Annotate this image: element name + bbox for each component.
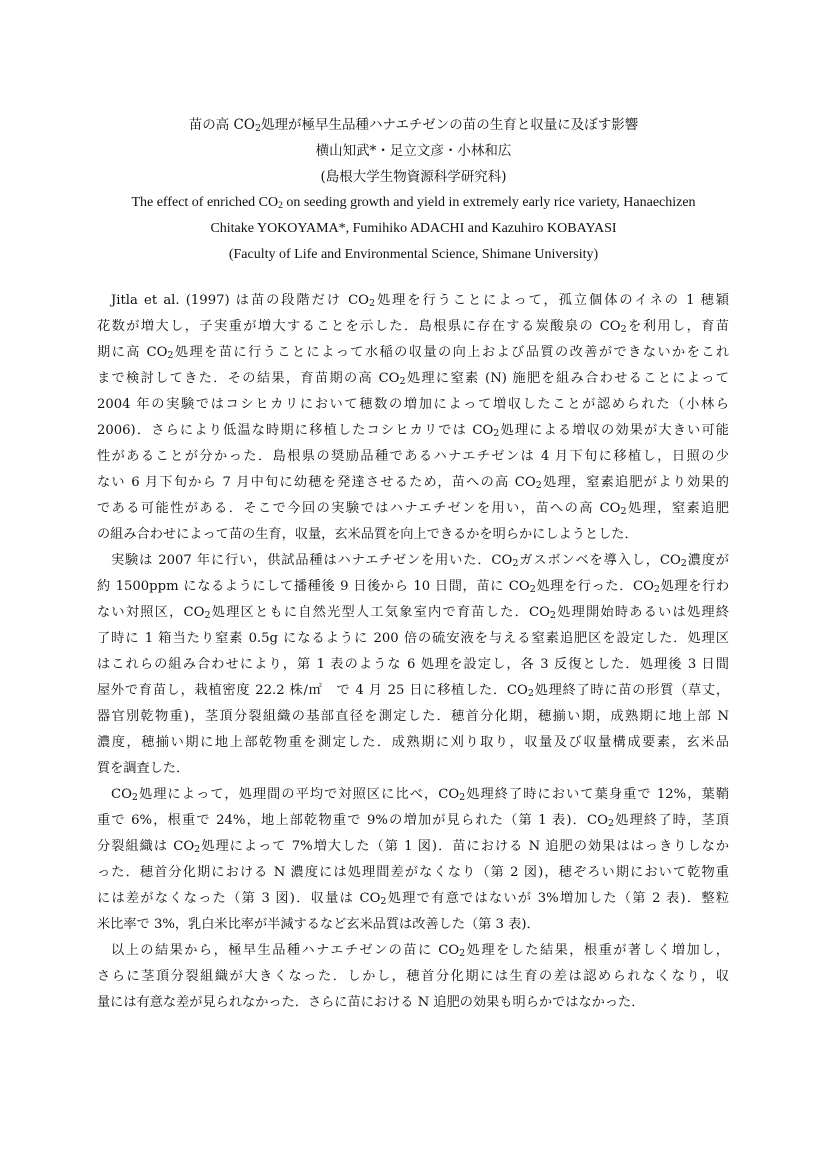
body-line: 2004 年の実験ではコシヒカリにおいて穂数の増加によって増収したことが認められた（小林ら [97,397,729,412]
subscript: 2 [653,584,660,595]
subscript: 2 [620,324,627,335]
body-line: の組み合わせによって苗の生育，収量，玄米品質を向上できるかを明らかにしようとした． [97,527,638,542]
body-line: である可能性がある．そこで今回の実験ではハナエチゼンを用い，苗への高 $CO_2$処理，窒素追肥 [97,501,729,517]
body-line: 米比率で 3%，乳白米比率が半減するなど玄米品質は改善した（第 3 表)． [97,917,540,932]
subscript: 2 [459,948,466,959]
body-line: には差がなくなった（第 3 図)．収量は $CO_2$処理で有意ではないが 3%増加した（第 2 表)．整粒 [97,891,730,907]
authors-en: Chitake YOKOYAMA*, Fumihiko ADACHI and Kazuhiro KOBAYASI [210,221,617,236]
body-line: 質を調査した． [97,761,190,776]
body-line: 濃度，穂揃い期に地上部乾物重を測定した．成熟期に刈り取り，収量及び収量構成要素，玄米品 [97,735,729,750]
body-line: 屋外で育苗し，栽植密度 22.2 株/㎡ で 4 月 25 日に移植した．$CO_2$処理終了時に苗の形質（草丈， [97,683,730,699]
body-line: 器官別乾物重)，茎頂分裂組織の基部直径を測定した．穂首分化期，穂揃い期，成熟期に地上部 N [97,709,729,724]
body-line: 花数が増大し，子実重が増大することを示した．島根県に存在する炭酸泉の $CO_2$を利用し，育苗 [97,319,729,335]
subscript: 2 [204,610,211,621]
body-line: 量には有意な差が見られなかった．さらに苗における N 追肥の効果も明らかではなかった． [97,995,645,1010]
subscript: 2 [278,201,283,211]
body-line: ない対照区，$CO_2$処理区ともに自然光型人工気象室内で育苗した．$CO_2$処理開始時あるいは処理終 [97,605,730,621]
body-line: 性があることが分かった．島根県の奨励品種であるハナエチゼンは 4 月下旬に移植し，日照の少 [97,449,729,464]
authors-ja: 横山知武*・足立文彦・小林和広 [315,143,512,159]
body-line: ない 6 月下旬から 7 月中旬に幼穂を発達させるため，苗への高 $CO_2$処理，窒素追肥がより効果的 [97,475,729,491]
body-line: 実験は 2007 年に行い，供試品種はハナエチゼンを用いた．$CO_2$ガスボンベを導入し，$CO_2$濃度が [111,553,729,569]
body-line: Jitla et al. (1997) は苗の段階だけ $CO_2$処理を行うことによって，孤立個体のイネの 1 穂穎 [111,293,729,309]
subscript: 2 [527,688,534,699]
body-line: 分裂組織は $CO_2$処理によって 7%増大した（第 1 図)．苗における N 追肥の効果ははっきりしなか [97,839,730,855]
body-line: 約 1500ppm になるようにして播種後 9 日後から 10 日間，苗に $CO_2$処理を行った．$CO_2$処理を行わ [97,579,730,595]
affiliation-en: (Faculty of Life and Environmental Science, Shimane University) [228,247,599,262]
subscript: 2 [535,480,542,491]
subscript: 2 [549,610,556,621]
subscript: 2 [607,818,614,829]
subscript: 2 [529,584,536,595]
subscript: 2 [512,558,519,569]
subscript: 2 [167,350,174,361]
body-line: はこれらの組み合わせにより，第 1 表のような 6 処理を設定し，各 3 反復とした．処理後 3 日間 [97,657,729,672]
body-line: 期に高 $CO_2$処理を苗に行うことによって水稲の収量の向上および品質の改善ができないかをこれ [97,345,730,361]
subscript: 2 [369,298,376,309]
subscript: 2 [254,123,262,134]
subscript: 2 [380,896,387,907]
paper-body [97,288,729,1016]
subscript: 2 [680,558,687,569]
body-line: 以上の結果から，極早生品種ハナエチゼンの苗に $CO_2$処理をした結果，根重が著しく増加し， [111,943,729,959]
body-line: $CO_2$処理によって，処理間の平均で対照区に比べ，$CO_2$処理終了時において葉身重で 12%，葉鞘 [111,787,729,803]
body-line: まで検討してきた．その結果，育苗期の高 $CO_2$処理に窒素 (N) 施肥を組み合わせることによって [97,371,729,387]
body-line: 重で 6%，根重で 24%，地上部乾物重で 9%の増加が見られた（第 1 表)．$CO_2$処理終了時，茎頂 [97,813,729,829]
title-ja: 苗の高 $CO_2$処理が極早生品種ハナエチゼンの苗の生育と収量に及ぼす影響 [188,117,639,134]
subscript: 2 [194,844,201,855]
title-en: The effect of enriched $CO_2$ on seeding growth and yield in extremely early rice variety, Hanaechizen [131,195,696,211]
subscript: 2 [399,376,406,387]
subscript: 2 [620,506,627,517]
body-line: った．穂首分化期における N 濃度には処理間差がなくなり（第 2 図)，穂ぞろい期において乾物重 [97,865,729,880]
subscript: 2 [131,792,138,803]
paper-header [0,112,827,268]
subscript: 2 [459,792,466,803]
body-line: さらに茎頂分裂組織が大きくなった．しかし，穂首分化期には生育の差は認められなくなり，収 [97,969,729,984]
body-line: 了時に 1 箱当たり窒素 0.5g になるように 200 倍の硫安液を与える窒素追肥区を設定した．処理区 [97,631,729,646]
affiliation-ja: (島根大学生物資源科学研究科) [320,169,507,185]
body-line: 2006)．さらにより低温な時期に移植したコシヒカリでは $CO_2$処理による増収の効果が大きい可能 [97,423,729,439]
subscript: 2 [493,428,500,439]
